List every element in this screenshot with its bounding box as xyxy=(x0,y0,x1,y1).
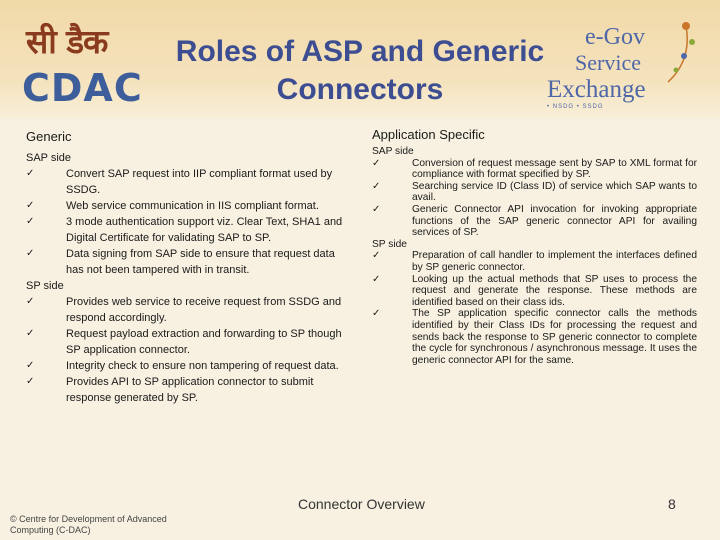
checkmark-icon: ✓ xyxy=(26,248,35,259)
checkmark-icon: ✓ xyxy=(372,308,381,320)
generic-column xyxy=(26,150,351,406)
list-item xyxy=(26,198,351,214)
egov-logo-line-3: Exchange xyxy=(547,76,646,103)
egov-logo-line-4: • NSDG • SSDG xyxy=(547,104,604,110)
list-item-text: Conversion of request message sent by SAP to XML format for compliance with format specified by SP. xyxy=(412,157,697,181)
list-item xyxy=(372,181,697,204)
generic-sp-side-label: SP side xyxy=(26,280,64,292)
checkmark-icon: ✓ xyxy=(26,216,35,227)
specific-sap-side-label: SAP side xyxy=(372,146,414,157)
page-number: 8 xyxy=(668,496,676,512)
list-item-text: Looking up the actual methods that SP uses to process the request and generate the response. These methods are identified based on their class ids. xyxy=(412,273,697,308)
list-item xyxy=(26,214,351,246)
list-item-text: Preparation of call handler to implement the interfaces defined by SP generic connector. xyxy=(412,250,697,273)
specific-sp-side-label: SP side xyxy=(372,238,407,250)
checkmark-icon: ✓ xyxy=(26,328,35,339)
list-item xyxy=(372,308,697,366)
checkmark-icon: ✓ xyxy=(372,250,381,262)
list-item xyxy=(372,204,697,239)
slide-title xyxy=(150,33,570,109)
title-line-1: Roles of ASP and Generic xyxy=(175,35,545,68)
list-item xyxy=(372,274,697,309)
checkmark-icon: ✓ xyxy=(372,180,381,192)
list-item-text: 3 mode authentication support viz. Clear Text, SHA1 and Digital Certificate for validating SAP to SP. xyxy=(66,216,343,244)
network-dots-icon xyxy=(662,20,702,90)
list-item-text: Provides web service to receive request from SSDG and respond accordingly. xyxy=(66,296,342,324)
checkmark-icon: ✓ xyxy=(372,203,381,215)
checkmark-icon: ✓ xyxy=(26,296,35,307)
copyright-notice: © Centre for Development of Advanced Computing (C-DAC) xyxy=(10,514,167,535)
cdac-logo-text: CDAC xyxy=(22,66,143,110)
list-item-text: Integrity check to ensure non tampering of request data. xyxy=(66,360,339,372)
generic-sp-list xyxy=(26,294,351,406)
list-item-text: Generic Connector API invocation for invoking appropriate functions of the SAP generic connector API for availing services of SP. xyxy=(412,203,697,239)
title-line-2: Connectors xyxy=(276,73,444,106)
specific-sp-list xyxy=(372,250,697,366)
list-item-text: The SP application specific connector calls the methods identified by their Class IDs for processing the request and sends back the response to SP generic connector to complete the cycle for synchronous / asynchronous message. It uses the generic connector API for the same. xyxy=(412,308,697,366)
list-item xyxy=(372,250,697,273)
list-item-text: Request payload extraction and forwarding to SP though SP application connector. xyxy=(66,328,342,356)
egov-logo-line-2: Service xyxy=(575,50,641,75)
list-item xyxy=(372,158,697,181)
list-item xyxy=(26,294,351,326)
generic-sap-side-label: SAP side xyxy=(26,152,72,164)
generic-heading: Generic xyxy=(26,129,72,144)
cdac-logo-hindi: सी डैक xyxy=(26,22,108,61)
list-item xyxy=(26,166,351,198)
generic-sap-list xyxy=(26,166,351,278)
list-item-text: Convert SAP request into IIP compliant format used by SSDG. xyxy=(66,168,333,196)
checkmark-icon: ✓ xyxy=(372,273,381,285)
application-specific-heading: Application Specific xyxy=(372,127,485,142)
list-item xyxy=(26,246,351,278)
application-specific-column xyxy=(372,146,697,366)
checkmark-icon: ✓ xyxy=(26,376,35,387)
list-item-text: Searching service ID (Class ID) of service which SAP wants to avail. xyxy=(412,180,697,204)
slide-header xyxy=(0,0,720,118)
list-item xyxy=(26,326,351,358)
specific-sap-list xyxy=(372,158,697,239)
checkmark-icon: ✓ xyxy=(26,168,35,179)
egov-exchange-logo xyxy=(545,20,710,112)
list-item xyxy=(26,374,351,406)
checkmark-icon: ✓ xyxy=(372,157,381,169)
footer-title: Connector Overview xyxy=(298,496,425,512)
checkmark-icon: ✓ xyxy=(26,360,35,371)
list-item-text: Provides API to SP application connector to submit response generated by SP. xyxy=(66,376,314,404)
list-item-text: Web service communication in IIS compliant format. xyxy=(66,200,319,212)
list-item xyxy=(26,358,351,374)
checkmark-icon: ✓ xyxy=(26,200,35,211)
egov-logo-line-1: e-Gov xyxy=(585,24,645,50)
list-item-text: Data signing from SAP side to ensure that request data has not been tampered with in transit. xyxy=(66,248,335,276)
